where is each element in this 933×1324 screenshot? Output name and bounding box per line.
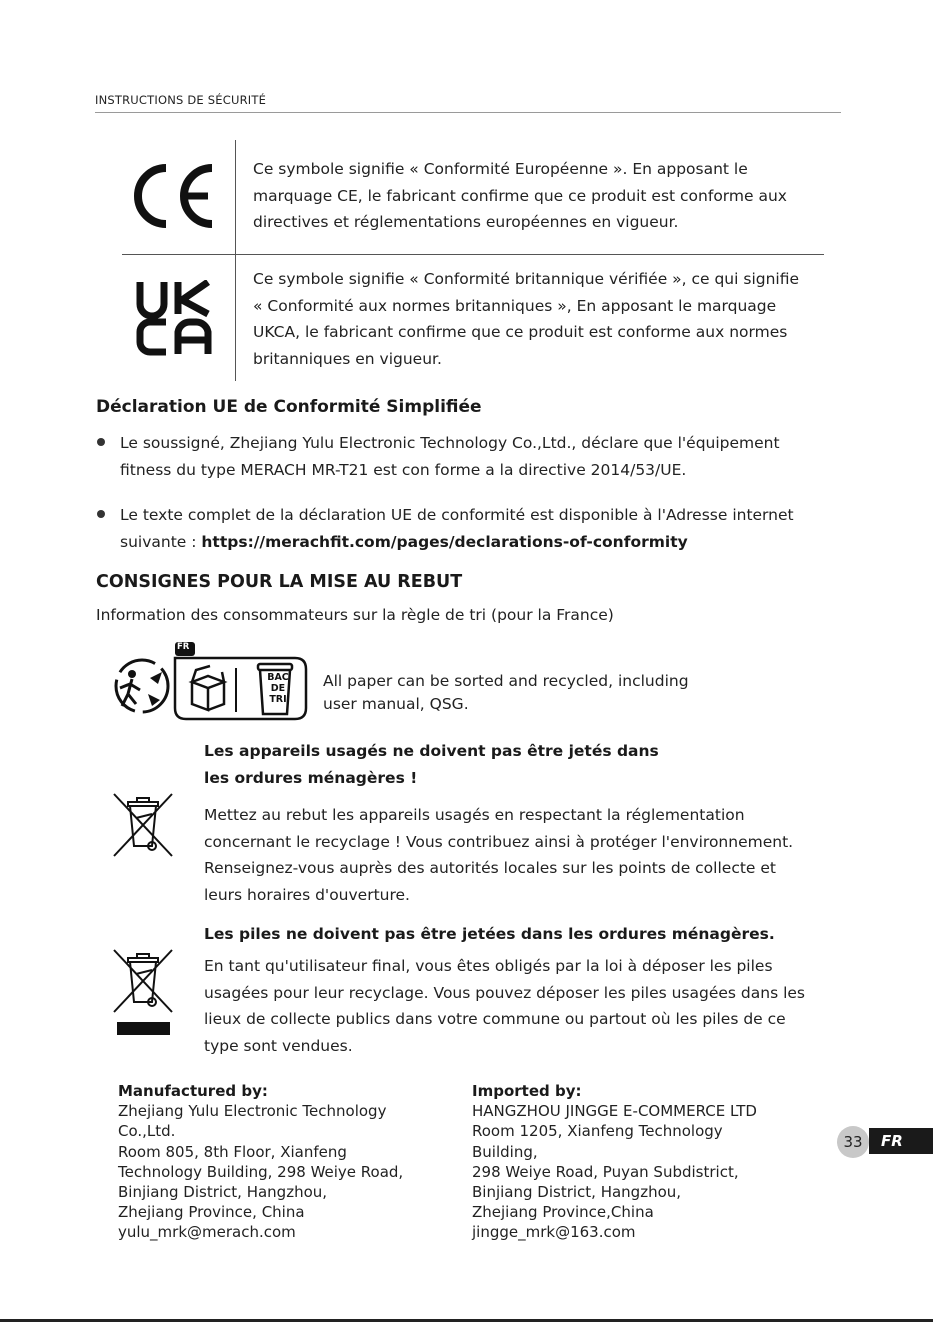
manufacturer-line: Binjiang District, Hangzhou, xyxy=(118,1183,328,1202)
declaration-link[interactable]: https://merachfit.com/pages/declarations-of-conformity xyxy=(201,532,688,551)
ukca-mark-icon xyxy=(136,280,212,356)
weee-title: Les appareils usagés ne doivent pas être jetés dans les ordures ménagères ! xyxy=(204,742,659,787)
declaration-bullet-1: Le soussigné, Zhejiang Yulu Electronic Technology Co.,Ltd., déclare que l'équipement fitness du type MERACH MR-T21 est con forme a la directive 2014/53/UE. xyxy=(120,434,780,479)
declaration-title: Déclaration UE de Conformité Simplifiée xyxy=(96,397,482,417)
manufacturer-line: Technology Building, 298 Weiye Road, xyxy=(118,1162,404,1181)
triman-logo-icon xyxy=(116,660,168,712)
manufacturer-email[interactable]: yulu_mrk@merach.com xyxy=(118,1223,296,1242)
ce-mark-icon xyxy=(128,160,216,232)
manufacturer-line: Room 805, 8th Floor, Xianfeng xyxy=(118,1142,347,1161)
manufacturer-line: Zhejiang Yulu Electronic Technology xyxy=(118,1102,387,1121)
importer-block xyxy=(472,1081,757,1243)
declaration-bullet-2 xyxy=(120,502,820,555)
cert-vertical-divider xyxy=(235,140,236,381)
importer-line: HANGZHOU JINGGE E-COMMERCE LTD xyxy=(472,1102,757,1121)
header-divider xyxy=(95,112,841,113)
importer-email[interactable]: jingge_mrk@163.com xyxy=(472,1223,636,1242)
manufacturer-line: Co.,Ltd. xyxy=(118,1122,176,1141)
triman-description xyxy=(323,670,743,715)
triman-fr-label: FR xyxy=(177,642,190,652)
importer-line: Binjiang District, Hangzhou, xyxy=(472,1183,682,1202)
bac-de-tri-label xyxy=(263,672,293,705)
manufacturer-label: Manufactured by: xyxy=(118,1082,268,1100)
disposal-title: CONSIGNES POUR LA MISE AU REBUT xyxy=(96,572,463,592)
disposal-info: Information des consommateurs sur la règle de tri (pour la France) xyxy=(96,606,614,624)
bullet-dot xyxy=(97,438,105,446)
page-number: 33 xyxy=(837,1126,869,1158)
batteries-title: Les piles ne doivent pas être jetées dans les ordures ménagères. xyxy=(204,925,775,943)
importer-line: Building, xyxy=(472,1142,538,1161)
weee-body: Mettez au rebut les appareils usagés en respectant la réglementation concernant le recyclage ! Vous contribuez ainsi à protéger l'environnement. Renseignez-vous auprès des autorités locales sur les points de collecte et leurs horaires d'ouverture. xyxy=(204,806,794,904)
bac-line: BAC xyxy=(267,672,289,683)
language-tab: FR xyxy=(869,1128,933,1154)
battery-bar xyxy=(117,1022,170,1035)
manufacturer-line: Zhejiang Province, China xyxy=(118,1203,305,1222)
importer-label: Imported by: xyxy=(472,1082,582,1100)
bottom-rule xyxy=(0,1319,933,1322)
triman-text-line: All paper can be sorted and recycled, including xyxy=(323,672,689,690)
page-header: INSTRUCTIONS DE SÉCURITÉ xyxy=(95,93,267,107)
importer-line: Room 1205, Xianfeng Technology xyxy=(472,1122,723,1141)
manufacturer-block xyxy=(118,1081,403,1243)
crossed-bin-icon xyxy=(110,948,176,1014)
de-line: DE xyxy=(270,683,286,694)
importer-line: 298 Weiye Road, Puyan Subdistrict, xyxy=(472,1162,739,1181)
tri-line: TRI xyxy=(269,694,287,705)
bullet-dot xyxy=(97,510,105,518)
cert-horizontal-divider xyxy=(122,254,824,255)
importer-line: Zhejiang Province,China xyxy=(472,1203,654,1222)
triman-text-line: user manual, QSG. xyxy=(323,694,469,713)
declaration-bullet-2-text: Le texte complet de la déclaration UE de conformité est disponible à l'Adresse internet suivante : xyxy=(120,506,794,551)
ukca-description: Ce symbole signifie « Conformité britannique vérifiée », ce qui signifie « Conformité aux normes britanniques », En apposant le marquage UKCA, le fabricant confirme que ce produit est conforme aux normes britanniques en vigueur. xyxy=(253,270,800,368)
crossed-bin-icon xyxy=(110,792,176,858)
batteries-body: En tant qu'utilisateur final, vous êtes obligés par la loi à déposer les piles usagées pour leur recyclage. Vous pouvez déposer les piles usagées dans les lieux de collecte publics dans votre commune ou partout où les piles de ce type sont vendues. xyxy=(204,957,806,1055)
ce-description: Ce symbole signifie « Conformité Européenne ». En apposant le marquage CE, le fabricant confirme que ce produit est conforme aux directives et réglementations européennes en vigueur. xyxy=(253,160,787,231)
